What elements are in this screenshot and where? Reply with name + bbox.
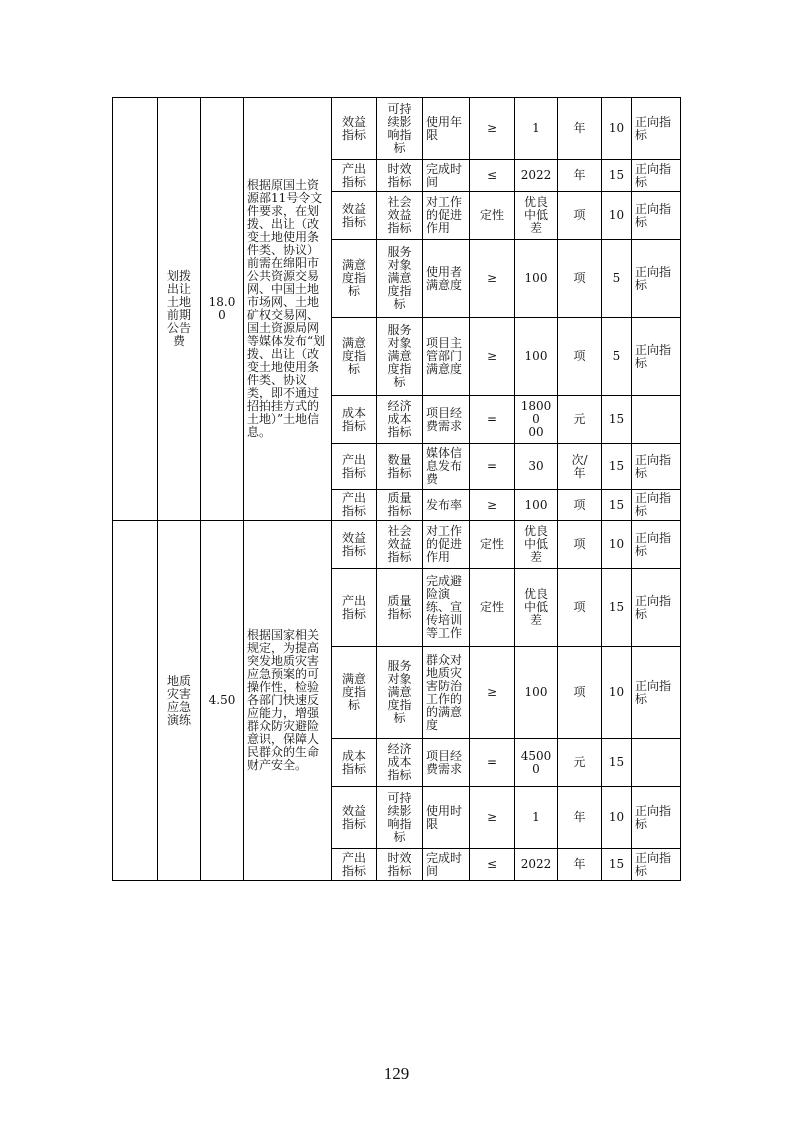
indicator-unit-cell: 项 — [558, 521, 602, 569]
indicator-weight-cell: 15 — [602, 490, 632, 521]
indicator-unit-cell: 项 — [558, 240, 602, 318]
indicator-operator-cell: ≥ — [470, 318, 515, 396]
indicator-name-cell: 对工作 的促进 作用 — [423, 192, 470, 240]
indicator-level2-cell: 时效 指标 — [377, 160, 423, 192]
indicator-value-cell: 30 — [515, 444, 558, 490]
performance-indicator-table — [112, 97, 681, 881]
blank-left-cell — [113, 521, 158, 881]
table-row — [113, 521, 681, 569]
indicator-weight-cell: 5 — [602, 240, 632, 318]
indicator-value-cell: 4500 0 — [515, 739, 558, 787]
indicator-name-cell: 对工作 的促进 作用 — [423, 521, 470, 569]
project-basis-cell: 根据国家相关规定，为提高突发地质灾害应急预案的可操作性，检验各部门快速反应能力，增强群众防灾避险意识，保障人民群众的生命财产安全。 — [244, 521, 332, 881]
indicator-name-cell: 使用者 满意度 — [423, 240, 470, 318]
indicator-direction-cell: 正向指 标 — [632, 318, 681, 396]
indicator-unit-cell: 年 — [558, 787, 602, 849]
indicator-unit-cell: 项 — [558, 192, 602, 240]
indicator-level1-cell: 产出 指标 — [332, 849, 377, 881]
indicator-value-cell: 100 — [515, 647, 558, 739]
indicator-operator-cell: ≤ — [470, 849, 515, 881]
indicator-unit-cell: 项 — [558, 490, 602, 521]
indicator-operator-cell: ≥ — [470, 490, 515, 521]
indicator-operator-cell: = — [470, 396, 515, 444]
indicator-direction-cell: 正向指 标 — [632, 647, 681, 739]
indicator-unit-cell: 元 — [558, 739, 602, 787]
indicator-operator-cell: 定性 — [470, 521, 515, 569]
indicator-name-cell: 项目经 费需求 — [423, 396, 470, 444]
indicator-operator-cell: = — [470, 739, 515, 787]
indicator-level1-cell: 产出 指标 — [332, 490, 377, 521]
indicator-unit-cell: 年 — [558, 160, 602, 192]
indicator-direction-cell: 正向指 标 — [632, 569, 681, 647]
indicator-level1-cell: 产出 指标 — [332, 444, 377, 490]
indicator-level2-cell: 服务 对象 满意 度指 标 — [377, 240, 423, 318]
indicator-level2-cell: 数量 指标 — [377, 444, 423, 490]
indicator-value-cell: 18000 00 — [515, 396, 558, 444]
indicator-direction-cell: 正向指 标 — [632, 240, 681, 318]
project-amount-cell: 4.50 — [201, 521, 244, 881]
indicator-value-cell: 100 — [515, 490, 558, 521]
indicator-direction-cell: 正向指 标 — [632, 490, 681, 521]
project-name-cell: 划拨 出让 土地 前期 公告 费 — [158, 98, 201, 521]
indicator-operator-cell: ≤ — [470, 160, 515, 192]
indicator-direction-cell: 正向指 标 — [632, 98, 681, 160]
indicator-direction-cell: 正向指 标 — [632, 849, 681, 881]
indicator-level1-cell: 成本 指标 — [332, 396, 377, 444]
indicator-unit-cell: 年 — [558, 849, 602, 881]
indicator-name-cell: 媒体信 息发布 费 — [423, 444, 470, 490]
indicator-direction-cell — [632, 739, 681, 787]
indicator-level1-cell: 满意 度指 标 — [332, 240, 377, 318]
indicator-level2-cell: 可持 续影 响指 标 — [377, 98, 423, 160]
page-number: 129 — [383, 1064, 410, 1083]
indicator-name-cell: 完成时 间 — [423, 160, 470, 192]
indicator-weight-cell: 10 — [602, 192, 632, 240]
indicator-value-cell: 1 — [515, 98, 558, 160]
indicator-level1-cell: 产出 指标 — [332, 160, 377, 192]
indicator-operator-cell: 定性 — [470, 192, 515, 240]
indicator-name-cell: 完成时 间 — [423, 849, 470, 881]
indicator-level2-cell: 社会 效益 指标 — [377, 192, 423, 240]
indicator-operator-cell: ≥ — [470, 787, 515, 849]
indicator-weight-cell: 15 — [602, 444, 632, 490]
indicator-weight-cell: 15 — [602, 396, 632, 444]
indicator-level2-cell: 经济 成本 指标 — [377, 396, 423, 444]
indicator-value-cell: 100 — [515, 240, 558, 318]
indicator-weight-cell: 15 — [602, 739, 632, 787]
indicator-direction-cell — [632, 396, 681, 444]
indicator-value-cell: 2022 — [515, 160, 558, 192]
indicator-weight-cell: 10 — [602, 787, 632, 849]
table-row — [113, 98, 681, 160]
indicator-direction-cell: 正向指 标 — [632, 160, 681, 192]
indicator-level2-cell: 社会 效益 指标 — [377, 521, 423, 569]
indicator-name-cell: 发布率 — [423, 490, 470, 521]
indicator-level1-cell: 产出 指标 — [332, 569, 377, 647]
project-name-cell: 地质 灾害 应急 演练 — [158, 521, 201, 881]
indicator-weight-cell: 5 — [602, 318, 632, 396]
indicator-value-cell: 优良 中低 差 — [515, 192, 558, 240]
project-basis-cell: 根据原国土资源部11号令文件要求，在划拨、出让（改变土地使用条件类、协议）前需在绵阳市公共资源交易网、中国土地市场网、土地矿权交易网、国土资源局网等媒体发布“划拨、出让（改变土地使用条件类、协议类，即不通过招拍挂方式的土地）”土地信息。 — [244, 98, 332, 521]
indicator-direction-cell: 正向指 标 — [632, 521, 681, 569]
indicator-value-cell: 100 — [515, 318, 558, 396]
indicator-unit-cell: 项 — [558, 647, 602, 739]
indicator-level1-cell: 效益 指标 — [332, 787, 377, 849]
indicator-weight-cell: 15 — [602, 569, 632, 647]
indicator-level2-cell: 可持 续影 响指 标 — [377, 787, 423, 849]
indicator-name-cell: 使用年 限 — [423, 98, 470, 160]
indicator-operator-cell: ≥ — [470, 240, 515, 318]
indicator-operator-cell: 定性 — [470, 569, 515, 647]
indicator-level2-cell: 时效 指标 — [377, 849, 423, 881]
indicator-level2-cell: 服务 对象 满意 度指 标 — [377, 647, 423, 739]
indicator-operator-cell: ≥ — [470, 98, 515, 160]
indicator-direction-cell: 正向指 标 — [632, 787, 681, 849]
indicator-name-cell: 项目经 费需求 — [423, 739, 470, 787]
indicator-value-cell: 2022 — [515, 849, 558, 881]
indicator-level1-cell: 效益 指标 — [332, 192, 377, 240]
indicator-name-cell: 完成避 险演 练、宣 传培训 等工作 — [423, 569, 470, 647]
indicator-name-cell: 项目主 管部门 满意度 — [423, 318, 470, 396]
indicator-level1-cell: 效益 指标 — [332, 98, 377, 160]
indicator-level2-cell: 服务 对象 满意 度指 标 — [377, 318, 423, 396]
indicator-level1-cell: 满意 度指 标 — [332, 318, 377, 396]
indicator-value-cell: 1 — [515, 787, 558, 849]
indicator-operator-cell: ≥ — [470, 647, 515, 739]
indicator-weight-cell: 15 — [602, 849, 632, 881]
indicator-direction-cell: 正向指 标 — [632, 192, 681, 240]
indicator-level1-cell: 满意 度指 标 — [332, 647, 377, 739]
indicator-unit-cell: 元 — [558, 396, 602, 444]
blank-left-cell — [113, 98, 158, 521]
indicator-level1-cell: 成本 指标 — [332, 739, 377, 787]
indicator-weight-cell: 10 — [602, 647, 632, 739]
indicator-value-cell: 优良 中低 差 — [515, 521, 558, 569]
indicator-direction-cell: 正向指 标 — [632, 444, 681, 490]
indicator-weight-cell: 10 — [602, 98, 632, 160]
project-amount-cell: 18.0 0 — [201, 98, 244, 521]
indicator-level2-cell: 质量 指标 — [377, 569, 423, 647]
indicator-level2-cell: 质量 指标 — [377, 490, 423, 521]
indicator-unit-cell: 项 — [558, 569, 602, 647]
indicator-name-cell: 使用时 限 — [423, 787, 470, 849]
indicator-unit-cell: 次/ 年 — [558, 444, 602, 490]
indicator-weight-cell: 15 — [602, 160, 632, 192]
indicator-unit-cell: 项 — [558, 318, 602, 396]
indicator-weight-cell: 10 — [602, 521, 632, 569]
indicator-operator-cell: = — [470, 444, 515, 490]
indicator-value-cell: 优良 中低 差 — [515, 569, 558, 647]
indicator-level2-cell: 经济 成本 指标 — [377, 739, 423, 787]
indicator-unit-cell: 年 — [558, 98, 602, 160]
indicator-level1-cell: 效益 指标 — [332, 521, 377, 569]
indicator-name-cell: 群众对 地质灾 害防治 工作的 的满意 度 — [423, 647, 470, 739]
